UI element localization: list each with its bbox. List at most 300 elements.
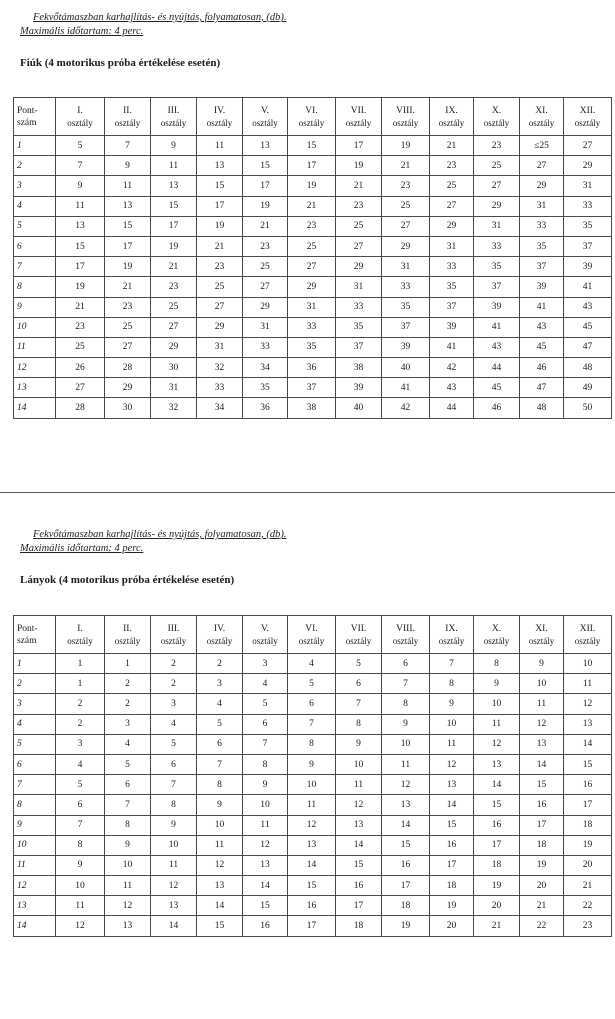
value-cell: 1 <box>56 654 105 674</box>
value-cell: 23 <box>56 317 105 337</box>
value-cell: 27 <box>56 378 105 398</box>
value-cell: 37 <box>336 337 382 357</box>
value-cell: 25 <box>382 196 430 216</box>
value-cell: 27 <box>336 236 382 256</box>
value-cell: 16 <box>430 835 474 855</box>
value-cell: 11 <box>430 734 474 754</box>
value-cell: 43 <box>430 378 474 398</box>
value-cell: 15 <box>105 216 151 236</box>
value-cell: 3 <box>105 714 151 734</box>
value-cell: 35 <box>382 297 430 317</box>
table-row <box>14 277 612 297</box>
value-cell: 9 <box>151 815 197 835</box>
point-cell: 9 <box>14 815 56 835</box>
value-cell: 6 <box>336 674 382 694</box>
value-cell: 31 <box>474 216 520 236</box>
value-cell: 21 <box>474 916 520 936</box>
value-cell: 16 <box>474 815 520 835</box>
value-cell: 12 <box>197 855 243 875</box>
value-cell: 10 <box>105 855 151 875</box>
point-cell: 14 <box>14 916 56 936</box>
value-cell: 30 <box>151 358 197 378</box>
point-cell: 6 <box>14 236 56 256</box>
value-cell: 29 <box>105 378 151 398</box>
value-cell: 33 <box>382 277 430 297</box>
value-cell: 21 <box>520 896 564 916</box>
value-cell: 43 <box>564 297 612 317</box>
value-cell: 7 <box>56 156 105 176</box>
value-cell: 17 <box>564 795 612 815</box>
value-cell: 35 <box>288 337 336 357</box>
value-cell: 32 <box>151 398 197 418</box>
point-cell: 4 <box>14 196 56 216</box>
value-cell: 27 <box>105 337 151 357</box>
class-word: osztály <box>528 117 555 128</box>
point-cell: 5 <box>14 216 56 236</box>
class-column-header <box>105 616 151 654</box>
value-cell: 6 <box>56 795 105 815</box>
value-cell: 12 <box>474 734 520 754</box>
value-cell: 37 <box>474 277 520 297</box>
point-cell: 5 <box>14 734 56 754</box>
value-cell: 25 <box>105 317 151 337</box>
value-cell: 23 <box>564 916 612 936</box>
value-cell: 17 <box>105 236 151 256</box>
value-cell: 19 <box>564 835 612 855</box>
value-cell: 31 <box>151 378 197 398</box>
class-word: osztály <box>114 635 141 646</box>
point-cell: 3 <box>14 694 56 714</box>
value-cell: 2 <box>105 694 151 714</box>
value-cell: 10 <box>336 754 382 774</box>
value-cell: 2 <box>151 654 197 674</box>
value-cell: 39 <box>564 257 612 277</box>
value-cell: 5 <box>243 694 288 714</box>
value-cell: 17 <box>288 156 336 176</box>
value-cell: 48 <box>520 398 564 418</box>
point-cell: 9 <box>14 297 56 317</box>
table-row <box>14 257 612 277</box>
value-cell: 15 <box>243 896 288 916</box>
point-cell: 2 <box>14 674 56 694</box>
value-cell: 6 <box>151 754 197 774</box>
value-cell: 4 <box>288 654 336 674</box>
class-column-header <box>564 616 612 654</box>
value-cell: 5 <box>56 136 105 156</box>
value-cell: 27 <box>430 196 474 216</box>
value-cell: 44 <box>430 398 474 418</box>
value-cell: 19 <box>336 156 382 176</box>
value-cell: 17 <box>382 876 430 896</box>
table-row <box>14 754 612 774</box>
value-cell: 33 <box>243 337 288 357</box>
point-cell: 8 <box>14 277 56 297</box>
class-column-header <box>430 98 474 136</box>
value-cell: 45 <box>564 317 612 337</box>
value-cell: 1 <box>56 674 105 694</box>
value-cell: 9 <box>243 775 288 795</box>
class-word: osztály <box>438 117 465 128</box>
value-cell: 29 <box>197 317 243 337</box>
class-column-header <box>197 616 243 654</box>
value-cell: 11 <box>197 835 243 855</box>
value-cell: 31 <box>430 236 474 256</box>
value-cell: 32 <box>197 358 243 378</box>
class-roman-numeral: V. <box>260 105 269 116</box>
point-column-header <box>14 616 56 654</box>
value-cell: 29 <box>520 176 564 196</box>
value-cell: 23 <box>105 297 151 317</box>
point-cell: 12 <box>14 876 56 896</box>
value-cell: 26 <box>56 358 105 378</box>
value-cell: 15 <box>197 916 243 936</box>
value-cell: 10 <box>382 734 430 754</box>
value-cell: 10 <box>197 815 243 835</box>
value-cell: 11 <box>197 136 243 156</box>
value-cell: 9 <box>520 654 564 674</box>
value-cell: 15 <box>151 196 197 216</box>
value-cell: 35 <box>243 378 288 398</box>
value-cell: 7 <box>151 775 197 795</box>
class-column-header <box>243 98 288 136</box>
value-cell: 28 <box>105 358 151 378</box>
value-cell: 23 <box>197 257 243 277</box>
class-word: osztály <box>160 117 187 128</box>
value-cell: 42 <box>382 398 430 418</box>
value-cell: 33 <box>197 378 243 398</box>
value-cell: 9 <box>336 734 382 754</box>
value-cell: 23 <box>474 136 520 156</box>
value-cell: 13 <box>564 714 612 734</box>
point-cell: 7 <box>14 257 56 277</box>
table-row <box>14 654 612 674</box>
girls-exercise-title: Fekvőtámaszban karhajlítás- és nyújtás, folyamatosan, (db). <box>33 529 287 540</box>
value-cell: 2 <box>56 714 105 734</box>
value-cell: 46 <box>520 358 564 378</box>
class-roman-numeral: III. <box>167 105 180 116</box>
value-cell: 25 <box>151 297 197 317</box>
class-roman-numeral: VII. <box>350 623 367 634</box>
value-cell: 10 <box>288 775 336 795</box>
class-column-header <box>243 616 288 654</box>
value-cell: 23 <box>151 277 197 297</box>
value-cell: 15 <box>56 236 105 256</box>
value-cell: 31 <box>197 337 243 357</box>
value-cell: 12 <box>382 775 430 795</box>
value-cell: 12 <box>520 714 564 734</box>
class-column-header <box>288 616 336 654</box>
value-cell: 43 <box>520 317 564 337</box>
value-cell: 10 <box>151 835 197 855</box>
value-cell: 33 <box>288 317 336 337</box>
class-word: osztály <box>252 117 278 128</box>
value-cell: 7 <box>382 674 430 694</box>
value-cell: 18 <box>336 916 382 936</box>
table-row <box>14 835 612 855</box>
point-cell: 12 <box>14 358 56 378</box>
value-cell: 13 <box>243 136 288 156</box>
value-cell: 15 <box>288 876 336 896</box>
class-word: osztály <box>438 635 465 646</box>
girls-duration: Maximális időtartam: 4 perc. <box>20 543 144 554</box>
value-cell: 12 <box>151 876 197 896</box>
class-word: osztály <box>298 635 325 646</box>
value-cell: 37 <box>520 257 564 277</box>
value-cell: 10 <box>564 654 612 674</box>
class-roman-numeral: VIII. <box>396 105 415 116</box>
value-cell: 11 <box>564 674 612 694</box>
value-cell: 27 <box>520 156 564 176</box>
value-cell: 15 <box>243 156 288 176</box>
value-cell: 3 <box>56 734 105 754</box>
value-cell: 42 <box>430 358 474 378</box>
table-row <box>14 795 612 815</box>
value-cell: 19 <box>382 916 430 936</box>
value-cell: 31 <box>382 257 430 277</box>
value-cell: 13 <box>56 216 105 236</box>
value-cell: 8 <box>336 714 382 734</box>
value-cell: 37 <box>564 236 612 256</box>
point-cell: 2 <box>14 156 56 176</box>
point-column-header <box>14 98 56 136</box>
value-cell: 7 <box>105 795 151 815</box>
value-cell: 17 <box>430 855 474 875</box>
value-cell: 14 <box>151 916 197 936</box>
class-word: osztály <box>206 635 233 646</box>
value-cell: 39 <box>336 378 382 398</box>
class-roman-numeral: XII. <box>579 105 596 116</box>
class-word: osztály <box>483 117 510 128</box>
table-row <box>14 156 612 176</box>
point-cell: 10 <box>14 317 56 337</box>
value-cell: 13 <box>243 855 288 875</box>
value-cell: 9 <box>382 714 430 734</box>
value-cell: 16 <box>288 896 336 916</box>
class-column-header <box>288 98 336 136</box>
value-cell: 12 <box>564 694 612 714</box>
value-cell: 20 <box>520 876 564 896</box>
value-cell: 19 <box>243 196 288 216</box>
table-row <box>14 398 612 418</box>
value-cell: 38 <box>336 358 382 378</box>
value-cell: 18 <box>382 896 430 916</box>
class-column-header <box>336 98 382 136</box>
value-cell: 45 <box>474 378 520 398</box>
value-cell: 5 <box>288 674 336 694</box>
table-row <box>14 378 612 398</box>
value-cell: 23 <box>336 196 382 216</box>
value-cell: 10 <box>520 674 564 694</box>
class-column-header <box>564 98 612 136</box>
point-cell: 10 <box>14 835 56 855</box>
value-cell: 25 <box>474 156 520 176</box>
value-cell: 23 <box>430 156 474 176</box>
value-cell: 14 <box>382 815 430 835</box>
value-cell: 8 <box>474 654 520 674</box>
value-cell: 11 <box>520 694 564 714</box>
value-cell: 31 <box>520 196 564 216</box>
value-cell: 10 <box>56 876 105 896</box>
value-cell: 19 <box>430 896 474 916</box>
value-cell: 16 <box>564 775 612 795</box>
point-cell: 11 <box>14 337 56 357</box>
value-cell: 21 <box>151 257 197 277</box>
class-column-header <box>474 616 520 654</box>
class-roman-numeral: III. <box>167 623 180 634</box>
table-row <box>14 176 612 196</box>
value-cell: 36 <box>288 358 336 378</box>
value-cell: 17 <box>243 176 288 196</box>
value-cell: 9 <box>288 754 336 774</box>
value-cell: 3 <box>151 694 197 714</box>
class-roman-numeral: VII. <box>350 105 367 116</box>
value-cell: ≤25 <box>520 136 564 156</box>
class-word: osztály <box>345 117 372 128</box>
value-cell: 8 <box>151 795 197 815</box>
value-cell: 38 <box>288 398 336 418</box>
value-cell: 4 <box>56 754 105 774</box>
class-column-header <box>382 616 430 654</box>
class-roman-numeral: I. <box>77 623 83 634</box>
table-row <box>14 317 612 337</box>
value-cell: 29 <box>474 196 520 216</box>
table-row <box>14 694 612 714</box>
table-row <box>14 196 612 216</box>
value-cell: 27 <box>197 297 243 317</box>
value-cell: 11 <box>56 896 105 916</box>
value-cell: 41 <box>474 317 520 337</box>
value-cell: 17 <box>288 916 336 936</box>
value-cell: 9 <box>105 835 151 855</box>
boys-subtitle: Fiúk (4 motorikus próba értékelése esetén) <box>20 57 221 69</box>
value-cell: 2 <box>151 674 197 694</box>
value-cell: 34 <box>197 398 243 418</box>
value-cell: 33 <box>336 297 382 317</box>
value-cell: 13 <box>520 734 564 754</box>
class-word: osztály <box>528 635 555 646</box>
value-cell: 11 <box>151 855 197 875</box>
value-cell: 18 <box>430 876 474 896</box>
value-cell: 47 <box>520 378 564 398</box>
value-cell: 23 <box>382 176 430 196</box>
value-cell: 16 <box>382 855 430 875</box>
value-cell: 39 <box>430 317 474 337</box>
value-cell: 23 <box>288 216 336 236</box>
value-cell: 2 <box>197 654 243 674</box>
value-cell: 6 <box>197 734 243 754</box>
value-cell: 21 <box>288 196 336 216</box>
value-cell: 37 <box>430 297 474 317</box>
class-column-header <box>56 616 105 654</box>
value-cell: 29 <box>243 297 288 317</box>
value-cell: 29 <box>564 156 612 176</box>
value-cell: 39 <box>520 277 564 297</box>
value-cell: 41 <box>382 378 430 398</box>
class-word: osztály <box>252 635 278 646</box>
value-cell: 4 <box>243 674 288 694</box>
value-cell: 13 <box>288 835 336 855</box>
value-cell: 13 <box>197 156 243 176</box>
value-cell: 15 <box>336 855 382 875</box>
value-cell: 49 <box>564 378 612 398</box>
boys-duration: Maximális időtartam: 4 perc. <box>20 26 144 37</box>
value-cell: 27 <box>382 216 430 236</box>
value-cell: 8 <box>288 734 336 754</box>
class-word: osztály <box>392 635 419 646</box>
value-cell: 16 <box>520 795 564 815</box>
value-cell: 7 <box>56 815 105 835</box>
value-cell: 5 <box>336 654 382 674</box>
table-header-row <box>14 616 612 654</box>
value-cell: 37 <box>288 378 336 398</box>
value-cell: 35 <box>520 236 564 256</box>
value-cell: 8 <box>56 835 105 855</box>
value-cell: 21 <box>243 216 288 236</box>
girls-subtitle: Lányok (4 motorikus próba értékelése esetén) <box>20 574 235 586</box>
value-cell: 13 <box>105 916 151 936</box>
value-cell: 6 <box>382 654 430 674</box>
value-cell: 40 <box>382 358 430 378</box>
value-cell: 20 <box>474 896 520 916</box>
value-cell: 14 <box>564 734 612 754</box>
value-cell: 27 <box>474 176 520 196</box>
value-cell: 9 <box>105 156 151 176</box>
class-roman-numeral: XI. <box>535 105 548 116</box>
value-cell: 46 <box>474 398 520 418</box>
value-cell: 12 <box>430 754 474 774</box>
value-cell: 13 <box>382 795 430 815</box>
value-cell: 21 <box>564 876 612 896</box>
class-column-header <box>105 98 151 136</box>
table-row <box>14 337 612 357</box>
class-roman-numeral: II. <box>123 105 132 116</box>
value-cell: 5 <box>197 714 243 734</box>
class-column-header <box>430 616 474 654</box>
value-cell: 11 <box>288 795 336 815</box>
value-cell: 6 <box>243 714 288 734</box>
value-cell: 14 <box>474 775 520 795</box>
value-cell: 9 <box>151 136 197 156</box>
value-cell: 2 <box>56 694 105 714</box>
value-cell: 29 <box>382 236 430 256</box>
table-row <box>14 136 612 156</box>
value-cell: 27 <box>288 257 336 277</box>
value-cell: 39 <box>382 337 430 357</box>
value-cell: 29 <box>430 216 474 236</box>
class-word: osztály <box>114 117 141 128</box>
value-cell: 27 <box>564 136 612 156</box>
class-roman-numeral: IV. <box>213 623 226 634</box>
value-cell: 21 <box>105 277 151 297</box>
value-cell: 13 <box>105 196 151 216</box>
value-cell: 7 <box>197 754 243 774</box>
value-cell: 17 <box>336 896 382 916</box>
value-cell: 17 <box>520 815 564 835</box>
value-cell: 35 <box>336 317 382 337</box>
value-cell: 14 <box>197 896 243 916</box>
point-header-text: szám <box>17 635 37 646</box>
boys-section <box>0 0 615 492</box>
value-cell: 12 <box>56 916 105 936</box>
value-cell: 12 <box>105 896 151 916</box>
point-cell: 6 <box>14 754 56 774</box>
value-cell: 48 <box>564 358 612 378</box>
class-column-header <box>197 98 243 136</box>
value-cell: 13 <box>336 815 382 835</box>
class-column-header <box>520 98 564 136</box>
value-cell: 19 <box>382 136 430 156</box>
class-word: osztály <box>298 117 325 128</box>
